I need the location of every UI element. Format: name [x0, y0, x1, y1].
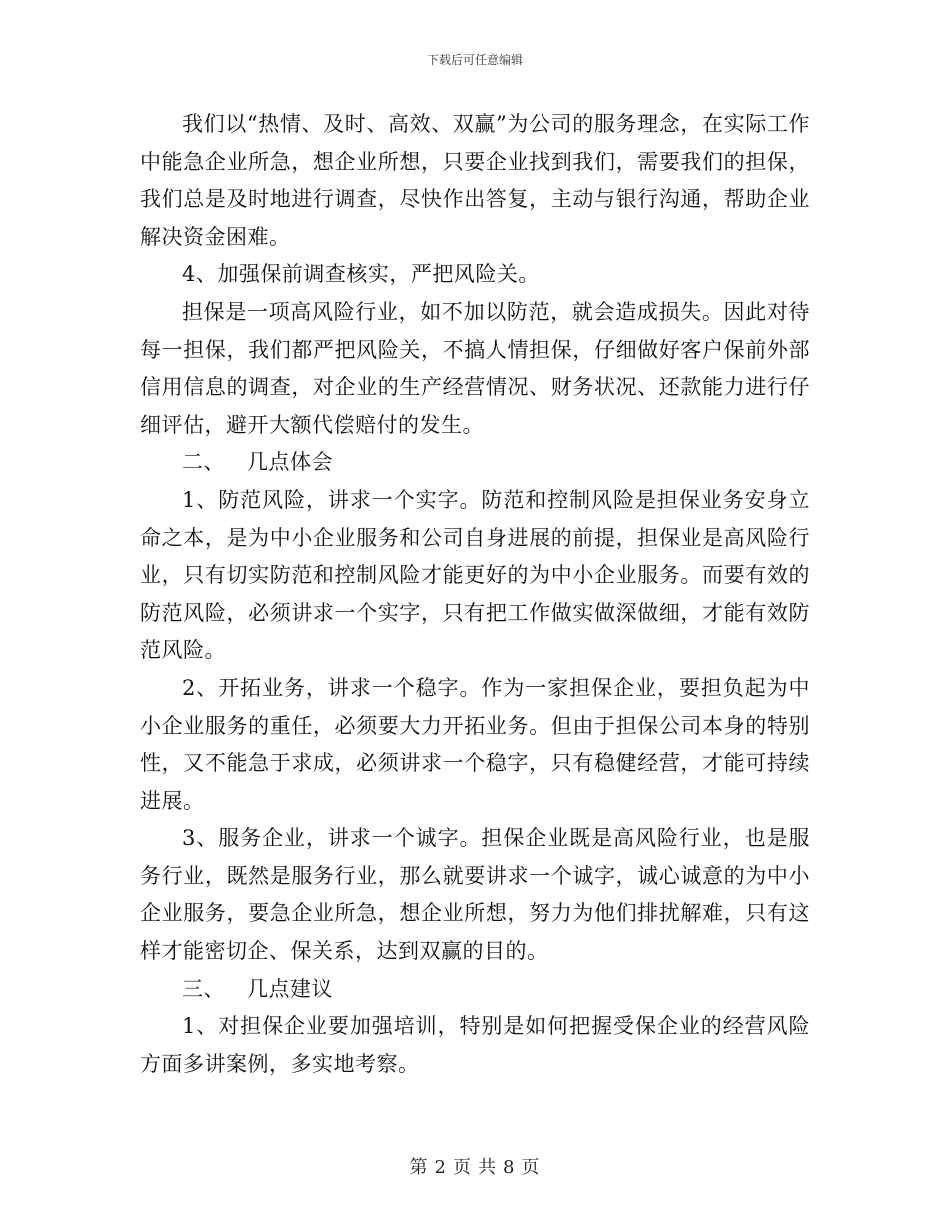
paragraph-experience-2: 2、开拓业务，讲求一个稳字。作为一家担保企业，要担负起为中小企业服务的重任，必须要大力开拓业务。但由于担保公司本身的特别性，又不能急于求成，必须讲求一个稳字，只有稳健经营，才能可持续进展。 [140, 675, 810, 813]
page-footer [0, 1157, 950, 1179]
total-page-count: 8 [503, 1157, 516, 1178]
document-body [140, 106, 810, 1083]
footer-total-word: 共 [478, 1157, 497, 1178]
section-number: 二、 [182, 450, 225, 475]
paragraph-experience-1: 1、防范风险，讲求一个实字。防范和控制风险是担保业务安身立命之本，是为中小企业服务和公司自身进展的前提，担保业是高风险行业，只有切实防范和控制风险才能更好的为中小企业服务。而要有效的防范风险，必须讲求一个实字，只有把工作做实做深做细，才能有效防范风险。 [140, 487, 810, 663]
footer-prefix: 第 [409, 1157, 429, 1178]
paragraph-risk-check-heading: 4、加强保前调查核实，严把风险关。 [182, 262, 540, 287]
footer-suffix: 页 [521, 1157, 541, 1178]
current-page-number: 2 [434, 1157, 447, 1178]
paragraph-experience-3: 3、服务企业，讲求一个诚字。担保企业既是高风险行业，也是服务行业，既然是服务行业，那么就要讲求一个诚字，诚心诚意的为中小企业服务，要急企业所急，想企业所想，努力为他们排扰解难，只有这样才能密切企、保关系，达到双赢的目的。 [140, 826, 810, 964]
page-header: 下载后可任意编辑 [426, 53, 523, 67]
paragraph-risk-control: 担保是一项高风险行业，如不加以防范，就会造成损失。因此对待每一担保，我们都严把风险关，不搞人情担保，仔细做好客户保前外部信用信息的调查，对企业的生产经营情况、财务状况、还款能力进行仔细评估，避开大额代偿赔付的发生。 [140, 299, 810, 437]
section-number: 三、 [182, 976, 225, 1001]
paragraph-suggestion-1: 1、对担保企业要加强培训，特别是如何把握受保企业的经营风险方面多讲案例，多实地考察。 [140, 1014, 810, 1076]
paragraph-service-philosophy: 我们以“热情、及时、高效、双赢”为公司的服务理念，在实际工作中能急企业所急，想企业所想，只要企业找到我们，需要我们的担保，我们总是及时地进行调查，尽快作出答复，主动与银行沟通，帮助企业解决资金困难。 [140, 112, 810, 249]
section-heading-experience [140, 444, 810, 482]
section-heading-suggestions [140, 971, 810, 1009]
section-title: 几点体会 [247, 450, 333, 475]
footer-page-word: 页 [453, 1157, 472, 1178]
section-title: 几点建议 [247, 976, 333, 1001]
